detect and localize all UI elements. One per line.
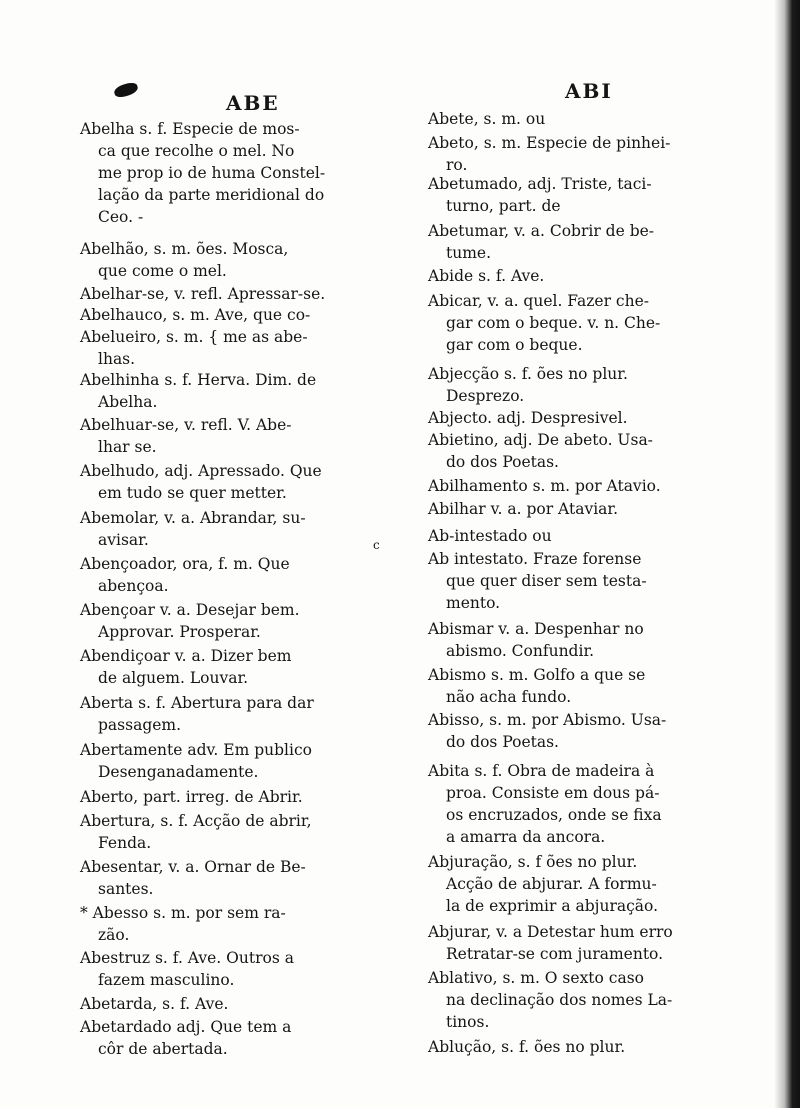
entry-headword-line: Abençoar v. a. Desejar bem.	[80, 601, 300, 619]
dictionary-entry	[80, 856, 306, 900]
ink-smudge	[113, 81, 139, 99]
dictionary-entry	[80, 326, 308, 370]
right-running-header: ABI	[565, 79, 613, 103]
dictionary-entry	[428, 967, 672, 1033]
dictionary-entry	[428, 709, 666, 753]
entry-continuation-line: Abelha.	[98, 393, 158, 411]
entry-continuation-line: turno, part. de	[446, 197, 561, 215]
dictionary-entry	[428, 108, 545, 130]
entry-headword-line: Abicar, v. a. quel. Fazer che-	[428, 292, 650, 310]
entry-continuation-line: proa. Consiste em dous pá-	[446, 784, 660, 802]
entry-continuation-line: tume.	[446, 244, 492, 262]
entry-headword-line: Abjuração, s. f ões no plur.	[428, 853, 638, 871]
entry-headword-line: Ablução, s. f. ões no plur.	[428, 1038, 626, 1056]
entry-headword-line: Abete, s. m. ou	[428, 110, 546, 128]
entry-continuation-line: na declinação dos nomes La-	[446, 991, 673, 1009]
entry-continuation-line: em tudo se quer metter.	[98, 484, 287, 502]
entry-continuation-line: la de exprimir a abjuração.	[446, 897, 659, 915]
dictionary-entry	[428, 1036, 625, 1058]
entry-headword-line: Abetarda, s. f. Ave.	[80, 995, 229, 1013]
dictionary-entry	[80, 599, 300, 643]
entry-continuation-line: lhas.	[98, 350, 136, 368]
entry-headword-line: Abelhinha s. f. Herva. Dim. de	[80, 371, 317, 389]
entry-continuation-line: côr de abertada.	[98, 1040, 228, 1058]
entry-continuation-line: ca que recolhe o mel. No	[98, 142, 295, 160]
entry-continuation-line: tinos.	[446, 1013, 490, 1031]
entry-headword-line: Abide s. f. Ave.	[428, 267, 545, 285]
dictionary-entry	[80, 283, 325, 305]
dictionary-entry	[80, 810, 312, 854]
entry-continuation-line: abismo. Confundir.	[446, 642, 595, 660]
entry-headword-line: Aberto, part. irreg. de Abrir.	[80, 788, 303, 806]
dictionary-entry	[80, 553, 290, 597]
left-running-header: ABE	[226, 91, 280, 115]
entry-headword-line: Ab-intestado ou	[428, 527, 552, 545]
entry-continuation-line: mento.	[446, 594, 501, 612]
entry-continuation-line: avisar.	[98, 531, 149, 549]
dictionary-entry	[428, 618, 644, 662]
entry-headword-line: Abismo s. m. Golfo a que se	[428, 666, 646, 684]
entry-headword-line: Abertamente adv. Em publico	[80, 741, 312, 759]
dictionary-entry	[80, 692, 314, 736]
entry-continuation-line: passagem.	[98, 716, 182, 734]
dictionary-entry	[428, 132, 670, 176]
entry-continuation-line: não acha fundo.	[446, 688, 572, 706]
dictionary-entry	[428, 290, 660, 356]
page-edge-shadow	[774, 0, 800, 1108]
entry-continuation-line: os encruzados, onde se fixa	[446, 806, 662, 824]
dictionary-entry	[428, 429, 653, 473]
entry-headword-line: Abendiçoar v. a. Dizer bem	[80, 647, 292, 665]
dictionary-entry	[428, 525, 552, 547]
entry-continuation-line: de alguem. Louvar.	[98, 669, 249, 687]
entry-headword-line: Abelhauco, s. m. Ave, que co-	[80, 306, 311, 324]
entry-headword-line: Abençoador, ora, f. m. Que	[80, 555, 290, 573]
dictionary-entry	[428, 363, 628, 407]
entry-continuation-line: do dos Poetas.	[446, 453, 559, 471]
dictionary-entry	[80, 993, 228, 1015]
entry-headword-line: Abertura, s. f. Acção de abrir,	[80, 812, 312, 830]
dictionary-entry	[80, 947, 294, 991]
entry-headword-line: * Abesso s. m. por sem ra-	[80, 904, 286, 922]
dictionary-entry	[428, 498, 618, 520]
stray-mark: c	[373, 538, 380, 552]
dictionary-entry	[80, 369, 316, 413]
entry-headword-line: Abilhar v. a. por Ataviar.	[428, 500, 619, 518]
dictionary-entry	[80, 902, 286, 946]
dictionary-entry	[80, 304, 310, 326]
entry-headword-line: Abelhudo, adj. Apressado. Que	[80, 462, 322, 480]
entry-continuation-line: a amarra da ancora.	[446, 828, 606, 846]
entry-continuation-line: santes.	[98, 880, 154, 898]
entry-headword-line: Abelha s. f. Especie de mos-	[80, 120, 300, 138]
entry-headword-line: Ab intestato. Fraze forense	[428, 550, 642, 568]
entry-continuation-line: Fenda.	[98, 834, 152, 852]
entry-continuation-line: ro.	[446, 156, 468, 174]
entry-headword-line: Abeto, s. m. Especie de pinhei-	[428, 134, 671, 152]
dictionary-entry	[80, 460, 322, 504]
entry-continuation-line: lhar se.	[98, 438, 157, 456]
entry-continuation-line: zão.	[98, 926, 130, 944]
dictionary-entry	[80, 1016, 291, 1060]
entry-headword-line: Ablativo, s. m. O sexto caso	[428, 969, 645, 987]
entry-continuation-line: que come o mel.	[98, 262, 227, 280]
dictionary-entry	[80, 507, 306, 551]
dictionary-entry	[428, 548, 647, 614]
entry-headword-line: Abjecção s. f. ões no plur.	[428, 365, 628, 383]
entry-headword-line: Abjurar, v. a Detestar hum erro	[428, 923, 673, 941]
entry-continuation-line: Desenganadamente.	[98, 763, 259, 781]
entry-continuation-line: do dos Poetas.	[446, 733, 559, 751]
entry-headword-line: Abetumado, adj. Triste, taci-	[428, 175, 652, 193]
dictionary-entry	[80, 414, 292, 458]
entry-continuation-line: fazem masculino.	[98, 971, 235, 989]
entry-continuation-line: Approvar. Prosperar.	[98, 623, 261, 641]
dictionary-entry	[80, 786, 303, 808]
entry-headword-line: Abismar v. a. Despenhar no	[428, 620, 644, 638]
entry-headword-line: Abita s. f. Obra de madeira à	[428, 762, 655, 780]
entry-headword-line: Abelueiro, s. m. { me as abe-	[80, 328, 308, 346]
entry-headword-line: Abesentar, v. a. Ornar de Be-	[80, 858, 306, 876]
dictionary-entry	[428, 664, 645, 708]
entry-continuation-line: abençoa.	[98, 577, 169, 595]
entry-continuation-line: me prop io de huma Constel-	[98, 164, 326, 182]
entry-headword-line: Abetumar, v. a. Cobrir de be-	[428, 222, 655, 240]
entry-continuation-line: gar com o beque.	[446, 336, 583, 354]
dictionary-entry	[428, 220, 654, 264]
entry-continuation-line: Retratar-se com juramento.	[446, 945, 664, 963]
dictionary-entry	[80, 238, 288, 282]
entry-continuation-line: Desprezo.	[446, 387, 525, 405]
dictionary-entry	[428, 407, 628, 429]
dictionary-entry	[428, 760, 662, 848]
dictionary-entry	[428, 265, 544, 287]
entry-headword-line: Abestruz s. f. Ave. Outros a	[80, 949, 294, 967]
dictionary-entry	[428, 173, 652, 217]
entry-headword-line: Abietino, adj. De abeto. Usa-	[428, 431, 653, 449]
entry-continuation-line: que quer diser sem testa-	[446, 572, 647, 590]
entry-headword-line: Abjecto. adj. Despresivel.	[428, 409, 628, 427]
dictionary-entry	[428, 851, 658, 917]
dictionary-entry	[428, 475, 661, 497]
dictionary-entry	[80, 645, 291, 689]
dictionary-entry	[428, 921, 673, 965]
entry-continuation-line: Ceo. -	[98, 208, 144, 226]
entry-headword-line: Abelhão, s. m. ões. Mosca,	[80, 240, 289, 258]
entry-headword-line: Abemolar, v. a. Abrandar, su-	[80, 509, 306, 527]
entry-headword-line: Abisso, s. m. por Abismo. Usa-	[428, 711, 667, 729]
entry-headword-line: Abelhar-se, v. refl. Apressar-se.	[80, 285, 326, 303]
entry-continuation-line: lação da parte meridional do	[98, 186, 325, 204]
dictionary-entry	[80, 118, 325, 228]
entry-continuation-line: gar com o beque. v. n. Che-	[446, 314, 661, 332]
entry-headword-line: Abelhuar-se, v. refl. V. Abe-	[80, 416, 292, 434]
dictionary-entry	[80, 739, 312, 783]
entry-headword-line: Aberta s. f. Abertura para dar	[80, 694, 314, 712]
entry-continuation-line: Acção de abjurar. A formu-	[446, 875, 657, 893]
entry-headword-line: Abilhamento s. m. por Atavio.	[428, 477, 661, 495]
entry-headword-line: Abetardado adj. Que tem a	[80, 1018, 292, 1036]
